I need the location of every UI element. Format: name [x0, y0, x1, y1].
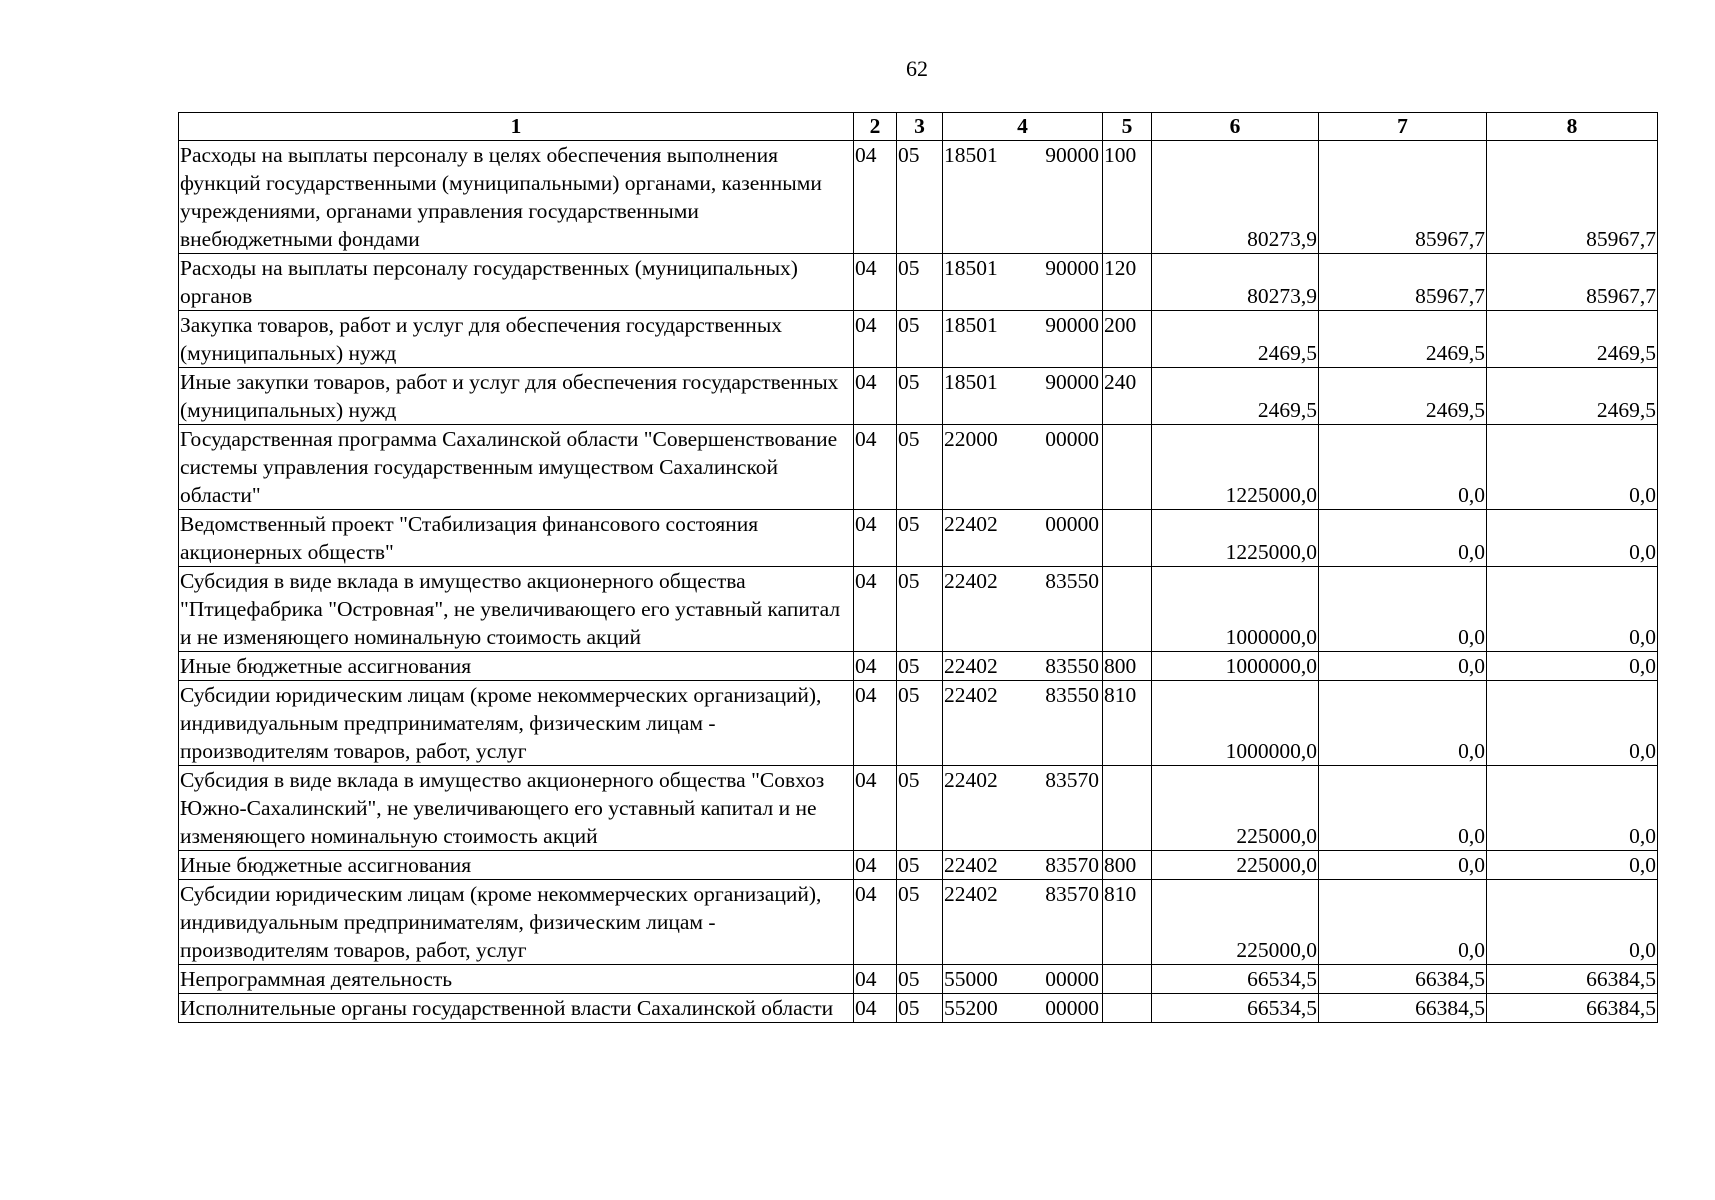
row-section-code: 04: [854, 141, 897, 254]
row-amount-col6: 225000,0: [1152, 766, 1319, 851]
row-target-program-code: 22402: [944, 654, 998, 678]
row-amount-col8: 0,0: [1487, 681, 1658, 766]
row-subsection-code: 05: [897, 681, 943, 766]
row-expense-type: 800: [1103, 652, 1152, 681]
row-amount-col8: 66384,5: [1487, 965, 1658, 994]
row-target-article: [943, 652, 1103, 681]
row-subsection-code: 05: [897, 652, 943, 681]
row-amount-col7: 0,0: [1319, 652, 1487, 681]
header-row: [179, 113, 1658, 141]
row-subsection-code: 05: [897, 510, 943, 567]
row-section-code: 04: [854, 652, 897, 681]
row-subsection-code: 05: [897, 311, 943, 368]
row-section-code: 04: [854, 311, 897, 368]
row-expense-type: 100: [1103, 141, 1152, 254]
row-target-program-code: 22402: [944, 768, 998, 792]
row-subsection-code: 05: [897, 141, 943, 254]
row-amount-col6: 1225000,0: [1152, 510, 1319, 567]
row-target-direction-code: 00000: [1045, 996, 1099, 1020]
row-section-code: 04: [854, 851, 897, 880]
row-description: Государственная программа Сахалинской области "Совершенствование системы управления государственным имуществом Сахалинской области": [179, 425, 854, 510]
row-description: Субсидия в виде вклада в имущество акционерного общества "Совхоз Южно-Сахалинский", не увеличивающего его уставный капитал и не изменяющего номинальную стоимость акций: [179, 766, 854, 851]
row-expense-type: [1103, 567, 1152, 652]
row-section-code: 04: [854, 425, 897, 510]
header-col-4: 4: [943, 113, 1103, 141]
row-section-code: 04: [854, 965, 897, 994]
row-section-code: 04: [854, 254, 897, 311]
row-amount-col8: 85967,7: [1487, 141, 1658, 254]
row-expense-type: 800: [1103, 851, 1152, 880]
table-row: [179, 851, 1658, 880]
row-amount-col8: 85967,7: [1487, 254, 1658, 311]
row-target-program-code: 55200: [944, 996, 998, 1020]
row-amount-col7: 0,0: [1319, 880, 1487, 965]
row-target-article: [943, 368, 1103, 425]
row-expense-type: [1103, 994, 1152, 1023]
table-row: [179, 254, 1658, 311]
row-amount-col6: 2469,5: [1152, 368, 1319, 425]
row-section-code: 04: [854, 368, 897, 425]
row-amount-col8: 0,0: [1487, 567, 1658, 652]
row-target-direction-code: 83570: [1045, 768, 1099, 792]
row-subsection-code: 05: [897, 368, 943, 425]
row-target-direction-code: 00000: [1045, 512, 1099, 536]
row-amount-col6: 66534,5: [1152, 994, 1319, 1023]
row-target-program-code: 18501: [944, 370, 998, 394]
row-amount-col6: 80273,9: [1152, 254, 1319, 311]
row-description: Субсидии юридическим лицам (кроме некоммерческих организаций), индивидуальным предпринимателям, физическим лицам - производителям товаров, работ, услуг: [179, 880, 854, 965]
row-description: Иные закупки товаров, работ и услуг для обеспечения государственных (муниципальных) нужд: [179, 368, 854, 425]
row-target-direction-code: 83550: [1045, 654, 1099, 678]
row-amount-col6: 1000000,0: [1152, 652, 1319, 681]
row-amount-col6: 66534,5: [1152, 965, 1319, 994]
row-description: Расходы на выплаты персоналу государственных (муниципальных) органов: [179, 254, 854, 311]
row-amount-col6: 2469,5: [1152, 311, 1319, 368]
header-col-3: 3: [897, 113, 943, 141]
row-target-article: [943, 567, 1103, 652]
row-target-article: [943, 994, 1103, 1023]
row-amount-col7: 0,0: [1319, 766, 1487, 851]
row-amount-col7: 2469,5: [1319, 368, 1487, 425]
table-row: [179, 965, 1658, 994]
row-target-article: [943, 880, 1103, 965]
row-target-article: [943, 254, 1103, 311]
budget-table: [178, 112, 1658, 1023]
row-subsection-code: 05: [897, 766, 943, 851]
row-expense-type: 240: [1103, 368, 1152, 425]
row-target-program-code: 22402: [944, 569, 998, 593]
row-target-program-code: 22402: [944, 882, 998, 906]
row-expense-type: [1103, 965, 1152, 994]
table-row: [179, 311, 1658, 368]
row-expense-type: 200: [1103, 311, 1152, 368]
row-target-direction-code: 83550: [1045, 569, 1099, 593]
table-row: [179, 994, 1658, 1023]
row-section-code: 04: [854, 880, 897, 965]
row-amount-col6: 225000,0: [1152, 880, 1319, 965]
row-amount-col7: 66384,5: [1319, 994, 1487, 1023]
row-target-direction-code: 83570: [1045, 882, 1099, 906]
row-amount-col7: 85967,7: [1319, 141, 1487, 254]
table-row: [179, 425, 1658, 510]
row-target-program-code: 22000: [944, 427, 998, 451]
row-target-program-code: 22402: [944, 853, 998, 877]
row-description: Непрограммная деятельность: [179, 965, 854, 994]
row-amount-col6: 80273,9: [1152, 141, 1319, 254]
row-amount-col7: 2469,5: [1319, 311, 1487, 368]
row-amount-col8: 0,0: [1487, 652, 1658, 681]
row-section-code: 04: [854, 681, 897, 766]
row-subsection-code: 05: [897, 851, 943, 880]
row-amount-col8: 66384,5: [1487, 994, 1658, 1023]
row-amount-col8: 2469,5: [1487, 311, 1658, 368]
row-target-article: [943, 510, 1103, 567]
row-target-article: [943, 766, 1103, 851]
row-amount-col7: 0,0: [1319, 681, 1487, 766]
row-amount-col6: 225000,0: [1152, 851, 1319, 880]
header-col-2: 2: [854, 113, 897, 141]
row-target-direction-code: 83570: [1045, 853, 1099, 877]
row-expense-type: 810: [1103, 681, 1152, 766]
row-amount-col6: 1225000,0: [1152, 425, 1319, 510]
row-amount-col6: 1000000,0: [1152, 567, 1319, 652]
table-row: [179, 368, 1658, 425]
row-target-direction-code: 00000: [1045, 427, 1099, 451]
row-description: Исполнительные органы государственной власти Сахалинской области: [179, 994, 854, 1023]
header-col-6: 6: [1152, 113, 1319, 141]
row-subsection-code: 05: [897, 880, 943, 965]
row-description: Закупка товаров, работ и услуг для обеспечения государственных (муниципальных) нужд: [179, 311, 854, 368]
row-target-direction-code: 90000: [1045, 370, 1099, 394]
row-target-program-code: 18501: [944, 313, 998, 337]
row-target-program-code: 22402: [944, 512, 998, 536]
row-amount-col8: 0,0: [1487, 425, 1658, 510]
row-target-direction-code: 90000: [1045, 143, 1099, 167]
row-amount-col7: 0,0: [1319, 567, 1487, 652]
row-amount-col7: 0,0: [1319, 425, 1487, 510]
row-target-program-code: 18501: [944, 143, 998, 167]
table-header: [179, 113, 1658, 141]
row-description: Субсидия в виде вклада в имущество акционерного общества "Птицефабрика "Островная", не увеличивающего его уставный капитал и не изменяющего номинальную стоимость акций: [179, 567, 854, 652]
row-amount-col7: 85967,7: [1319, 254, 1487, 311]
row-subsection-code: 05: [897, 965, 943, 994]
row-description: Иные бюджетные ассигнования: [179, 652, 854, 681]
row-target-article: [943, 965, 1103, 994]
row-section-code: 04: [854, 510, 897, 567]
row-expense-type: [1103, 766, 1152, 851]
table-row: [179, 880, 1658, 965]
row-description: Ведомственный проект "Стабилизация финансового состояния акционерных обществ": [179, 510, 854, 567]
row-section-code: 04: [854, 567, 897, 652]
row-expense-type: 810: [1103, 880, 1152, 965]
row-description: Расходы на выплаты персоналу в целях обеспечения выполнения функций государственными (муниципальными) органами, казенными учреждениями, органами управления государственными внебюджетными фондами: [179, 141, 854, 254]
table-row: [179, 766, 1658, 851]
table-row: [179, 681, 1658, 766]
row-amount-col7: 0,0: [1319, 510, 1487, 567]
row-subsection-code: 05: [897, 425, 943, 510]
row-amount-col8: 0,0: [1487, 851, 1658, 880]
header-col-7: 7: [1319, 113, 1487, 141]
row-target-direction-code: 90000: [1045, 256, 1099, 280]
row-target-article: [943, 681, 1103, 766]
row-amount-col7: 66384,5: [1319, 965, 1487, 994]
row-target-direction-code: 00000: [1045, 967, 1099, 991]
row-target-program-code: 22402: [944, 683, 998, 707]
row-amount-col8: 0,0: [1487, 510, 1658, 567]
row-target-article: [943, 311, 1103, 368]
header-col-8: 8: [1487, 113, 1658, 141]
row-target-direction-code: 90000: [1045, 313, 1099, 337]
row-description: Иные бюджетные ассигнования: [179, 851, 854, 880]
row-amount-col8: 2469,5: [1487, 368, 1658, 425]
table-row: [179, 567, 1658, 652]
row-target-program-code: 18501: [944, 256, 998, 280]
row-target-program-code: 55000: [944, 967, 998, 991]
page-number: 62: [906, 56, 928, 81]
row-amount-col8: 0,0: [1487, 766, 1658, 851]
table-row: [179, 510, 1658, 567]
row-description: Субсидии юридическим лицам (кроме некоммерческих организаций), индивидуальным предпринимателям, физическим лицам - производителям товаров, работ, услуг: [179, 681, 854, 766]
row-section-code: 04: [854, 766, 897, 851]
row-target-article: [943, 425, 1103, 510]
row-amount-col7: 0,0: [1319, 851, 1487, 880]
header-col-1: 1: [179, 113, 854, 141]
row-expense-type: 120: [1103, 254, 1152, 311]
row-section-code: 04: [854, 994, 897, 1023]
table-body: [179, 141, 1658, 1023]
header-col-5: 5: [1103, 113, 1152, 141]
row-target-direction-code: 83550: [1045, 683, 1099, 707]
row-amount-col6: 1000000,0: [1152, 681, 1319, 766]
table-row: [179, 141, 1658, 254]
row-target-article: [943, 851, 1103, 880]
row-expense-type: [1103, 510, 1152, 567]
row-subsection-code: 05: [897, 994, 943, 1023]
row-expense-type: [1103, 425, 1152, 510]
row-target-article: [943, 141, 1103, 254]
row-subsection-code: 05: [897, 567, 943, 652]
row-subsection-code: 05: [897, 254, 943, 311]
table-row: [179, 652, 1658, 681]
row-amount-col8: 0,0: [1487, 880, 1658, 965]
